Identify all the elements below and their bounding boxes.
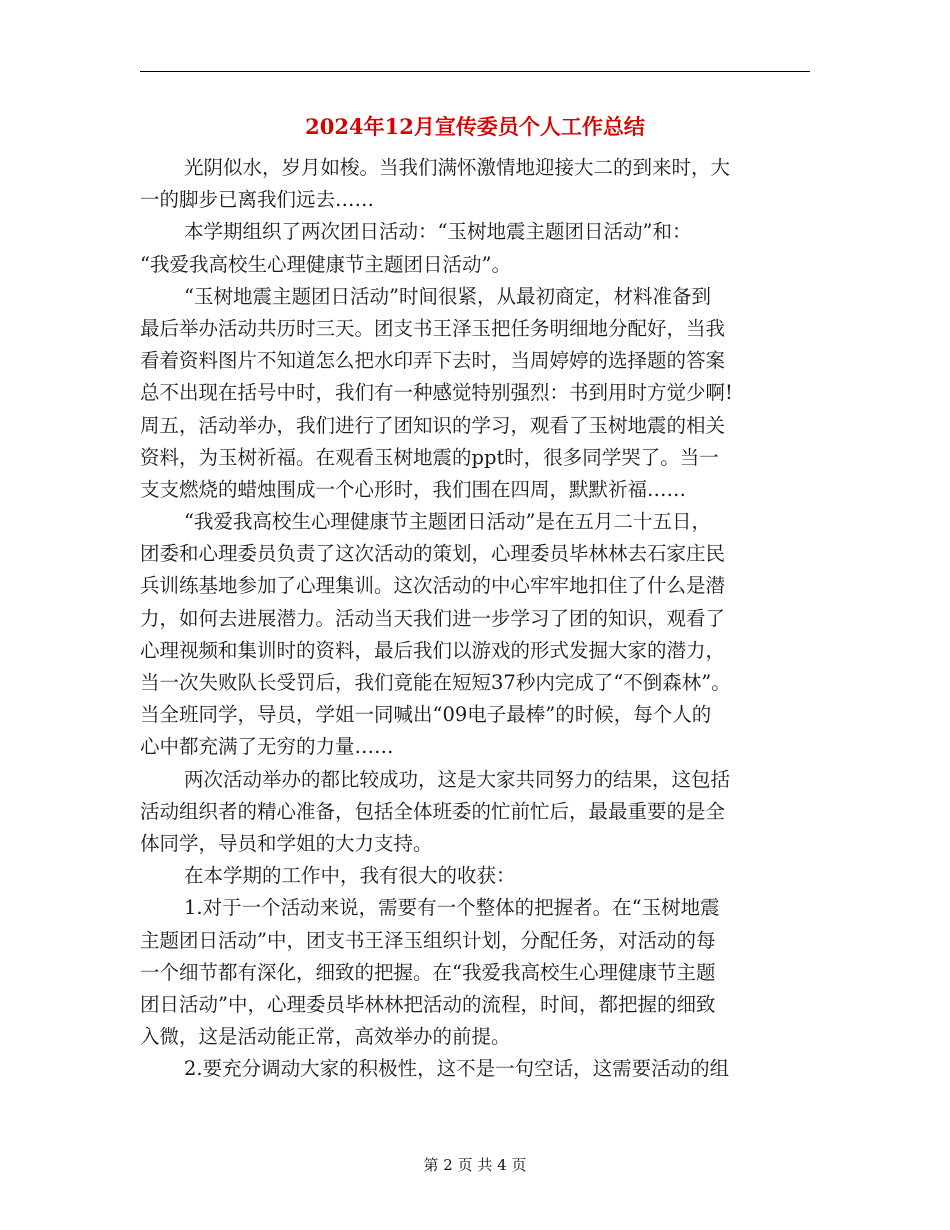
document-body bbox=[140, 152, 810, 1085]
text-line: 在本学期的工作中，我有很大的收获： bbox=[184, 864, 516, 888]
document-title: 2024年12月宣传委员个人工作总结 bbox=[305, 114, 645, 139]
paragraph-gains-intro bbox=[140, 860, 810, 892]
text-line: 活动组织者的精心准备，包括全体班委的忙前忙后，最最重要的是全 bbox=[140, 799, 726, 823]
text-line: 支支燃烧的蜡烛围成一个心形时，我们围在四周，默默祈福…… bbox=[140, 477, 687, 501]
text-line: 资料，为玉树祈福。在观看玉树地震的ppt时，很多同学哭了。当一 bbox=[140, 445, 719, 469]
text-line: 当全班同学，导员，学姐一同喊出“09电子最棒”的时候，每个人的 bbox=[140, 703, 712, 727]
text-line: 主题团日活动”中，团支书王泽玉组织计划，分配任务，对活动的每 bbox=[140, 928, 716, 952]
text-line: “我爱我高校生心理健康节主题团日活动”是在五月二十五日， bbox=[184, 510, 711, 534]
paragraph-activities bbox=[140, 216, 810, 280]
paragraph-intro bbox=[140, 152, 810, 216]
text-line: 一个细节都有深化，细致的把握。在“我爱我高校生心理健康节主题 bbox=[140, 960, 716, 984]
page-footer: 第 2 页 共 4 页 bbox=[423, 1156, 527, 1174]
text-line: “玉树地震主题团日活动”时间很紧，从最初商定，材料准备到 bbox=[184, 284, 711, 308]
text-line: 总不出现在括号中时，我们有一种感觉特别强烈：书到用时方觉少啊! bbox=[140, 381, 733, 405]
header-rule bbox=[140, 71, 810, 72]
text-line: 看着资料图片不知道怎么把水印弄下去时，当周婷婷的选择题的答案 bbox=[140, 349, 726, 373]
paragraph-yushu-activity bbox=[140, 281, 810, 506]
text-line: 本学期组织了两次团日活动：“玉树地震主题团日活动”和： bbox=[184, 220, 692, 244]
paragraph-gain-1 bbox=[140, 892, 810, 1053]
text-line: 周五，活动举办，我们进行了团知识的学习，观看了玉树地震的相关 bbox=[140, 413, 726, 437]
paragraph-gain-2 bbox=[140, 1053, 810, 1085]
text-line: 2.要充分调动大家的积极性，这不是一句空话，这需要活动的组 bbox=[184, 1057, 730, 1081]
text-line: 心理视频和集训时的资料，最后我们以游戏的形式发掘大家的潜力， bbox=[140, 638, 726, 662]
text-line: 1.对于一个活动来说，需要有一个整体的把握者。在“玉树地震 bbox=[184, 896, 720, 920]
text-line: 兵训练基地参加了心理集训。这次活动的中心牢牢地扣住了什么是潜 bbox=[140, 574, 726, 598]
text-line: 团日活动”中，心理委员毕林林把活动的流程，时间，都把握的细致 bbox=[140, 992, 716, 1016]
text-line: 光阴似水，岁月如梭。当我们满怀激情地迎接大二的到来时，大 bbox=[184, 156, 731, 179]
text-line: 力，如何去进展潜力。活动当天我们进一步学习了团的知识，观看了 bbox=[140, 606, 726, 630]
text-line: 最后举办活动共历时三天。团支书王泽玉把任务明细地分配好，当我 bbox=[140, 316, 726, 340]
text-line: 当一次失败队长受罚后，我们竟能在短短37秒内完成了“不倒森林”。 bbox=[140, 671, 731, 694]
text-line: 体同学，导员和学姐的大力支持。 bbox=[140, 831, 433, 855]
text-line: 入微，这是活动能正常，高效举办的前提。 bbox=[140, 1025, 511, 1049]
text-line: “我爱我高校生心理健康节主题团日活动”。 bbox=[140, 252, 511, 276]
paragraph-mental-health-activity bbox=[140, 506, 810, 764]
text-line: 团委和心理委员负责了这次活动的策划，心理委员毕林林去石家庄民 bbox=[140, 542, 726, 566]
text-line: 心中都充满了无穷的力量…… bbox=[140, 735, 394, 759]
text-line: 一的脚步已离我们远去…… bbox=[140, 188, 375, 212]
text-line: 两次活动举办的都比较成功，这是大家共同努力的结果，这包括 bbox=[184, 767, 731, 791]
paragraph-success bbox=[140, 764, 810, 861]
